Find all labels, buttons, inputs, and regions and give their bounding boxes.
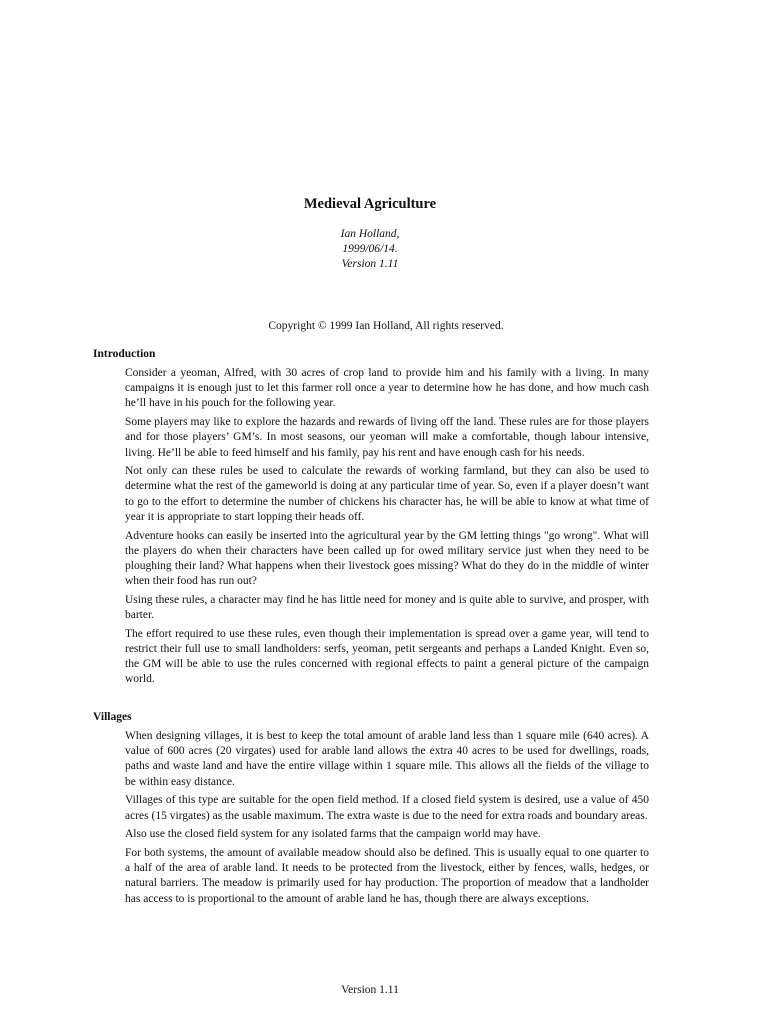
document-meta: [0, 227, 740, 272]
paragraph: Not only can these rules be used to calculate the rewards of working farmland, but they can also be used to determine what the rest of the gameworld is doing at any particular time of year. So, even if a player doesn’t want to go to the effort to determine the number of chickens his character has, he will be able to know at what time of year it is appropriate to start lopping their heads off.: [125, 465, 649, 523]
paragraph: Adventure hooks can easily be inserted into the agricultural year by the GM letting things "go wrong". What will the players do when their characters have been called up for owed military service just when they need to be ploughing their land? What happens when their livestock goes missing? What do they do in the middle of winter when their food has run out?: [125, 529, 649, 588]
version-line: Version 1.11: [341, 258, 399, 270]
paragraph: Villages of this type are suitable for the open field method. If a closed field system is desired, use a value of 450 acres (15 virgates) as the usable maximum. The extra waste is due to the need for extra roads and boundary areas.: [125, 794, 649, 822]
section-heading-introduction: Introduction: [93, 348, 156, 360]
document-title: Medieval Agriculture: [303, 196, 437, 212]
paragraph: Consider a yeoman, Alfred, with 30 acres of crop land to provide him and his family with a living. In many campaigns it is enough just to let this farmer roll once a year to determine how he has done, and how much cash he’ll have in his pouch for the following year.: [125, 367, 649, 410]
author-line: Ian Holland,: [340, 228, 400, 240]
paragraph: The effort required to use these rules, even though their implementation is spread over a game year, will tend to restrict their full use to small landholders: serfs, yeoman, petit sergeants and perhaps a Landed Knight. Even so, the GM will be able to use the rules concerned with regional effects to paint a general picture of the campaign world.: [125, 627, 649, 686]
paragraph: Using these rules, a character may find he has little need for money and is quite able to survive, and prosper, with barter.: [125, 593, 649, 622]
copyright-notice: Copyright © 1999 Ian Holland, All rights reserved.: [268, 320, 504, 332]
paragraph: Also use the closed field system for any isolated farms that the campaign world may have.: [125, 828, 541, 841]
page-footer: Version 1.11: [341, 984, 399, 996]
section-heading-villages: Villages: [93, 711, 132, 723]
section-body-villages: [125, 729, 649, 910]
paragraph: Some players may like to explore the hazards and rewards of living off the land. These rules are for those players and for those players’ GM’s. In most seasons, our yeoman will make a comfortable, though labour intensive, living. He’ll be able to feed himself and his family, pay his rent and have enough cash for his needs.: [125, 416, 649, 459]
paragraph: For both systems, the amount of available meadow should also be defined. This is usually equal to one quarter to a half of the area of arable land. It needs to be protected from the livestock, either by fences, walls, hedges, or natural barriers. The meadow is primarily used for hay production. The proportion of meadow that a landholder has access to is proportional to the amount of arable land he has, though there are always exceptions.: [125, 846, 649, 905]
section-body-introduction: [125, 366, 649, 691]
paragraph: When designing villages, it is best to keep the total amount of arable land less than 1 square mile (640 acres). A value of 600 acres (20 virgates) used for arable land allows the extra 40 acres to be used for dwellings, roads, paths and waste land and have the entire village within 1 square mile. This allows all the fields of the village to be within easy distance.: [125, 730, 649, 788]
date-line: 1999/06/14.: [342, 243, 398, 255]
